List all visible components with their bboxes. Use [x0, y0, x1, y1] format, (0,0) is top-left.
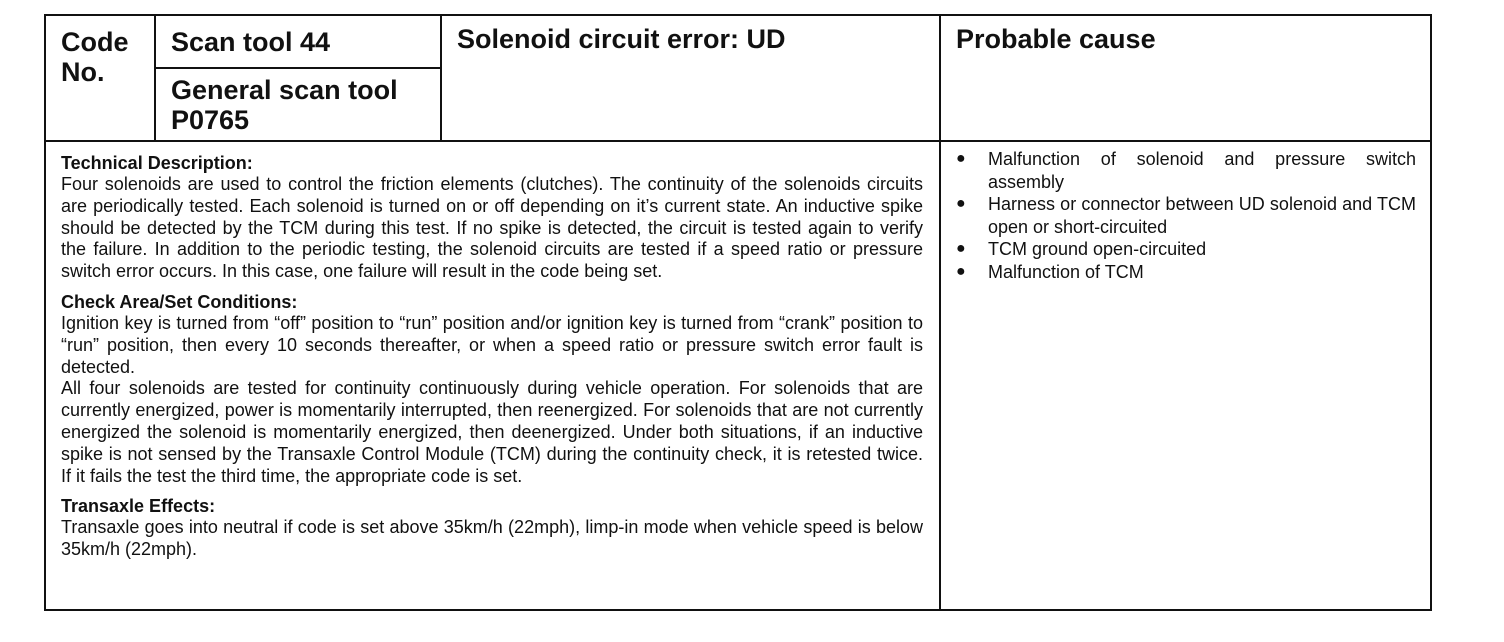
check-area-text-1: Ignition key is turned from “off” position to “run” position and/or ignition key is turned from “crank” position to “run” position, then every 10 seconds thereafter, or when a speed ratio or pressure switch error fault is detected. — [61, 312, 923, 377]
cause-text: Malfunction of TCM — [988, 261, 1144, 282]
dtc-code: P0765 — [171, 105, 250, 135]
general-scan-tool-header — [171, 75, 398, 135]
technical-description-text: Four solenoids are used to control the friction elements (clutches). The continuity of the solenoids circuits are periodically tested. Each solenoid is turned on or off depending on it’s current state. An inductive spike should be detected by the TCM during this test. If no spike is detected, the circuit is tested again to verify the failure. In addition to the periodic testing, the solenoid circuits are tested if a speed ratio or pressure switch error occurs. In this case, one failure will result in the code being set. — [61, 174, 923, 282]
divider-scan-tool-row — [154, 67, 441, 69]
bullet-icon: ● — [956, 150, 966, 167]
probable-cause-list — [952, 148, 1416, 283]
divider-probable-cause-column — [939, 14, 941, 611]
technical-description-heading: Technical Description: — [61, 153, 253, 173]
list-item — [952, 148, 1416, 193]
code-number-header — [61, 27, 129, 87]
divider-header-row — [44, 140, 1432, 142]
cause-text: TCM ground open-circuited — [988, 239, 1207, 259]
scan-tool-header: Scan tool 44 — [171, 27, 331, 57]
list-item — [952, 261, 1416, 284]
general-scan-tool-label: General scan tool — [171, 75, 398, 105]
number-label: No. — [61, 57, 105, 87]
transaxle-effects-heading: Transaxle Effects: — [61, 496, 216, 517]
description-cell — [61, 152, 923, 569]
list-item — [952, 193, 1416, 238]
list-item — [952, 238, 1416, 261]
divider-code-column — [154, 14, 156, 142]
check-area-section — [61, 291, 923, 487]
transaxle-effects-text: Transaxle goes into neutral if code is set above 35km/h (22mph), limp-in mode when vehicle speed is below 35km/h (22mph). — [61, 517, 923, 560]
check-area-heading: Check Area/Set Conditions: — [61, 291, 298, 312]
page-title: Solenoid circuit error: UD — [457, 24, 786, 54]
check-area-text-2: All four solenoids are tested for continuity continuously during vehicle operation. For solenoids that are currently energized, power is momentarily interrupted, then reenergized. For solenoids that are not currently energized the solenoid is momentarily energized, then deenergized. Under both situations, if an inductive spike is not sensed by the Transaxle Control Module (TCM) during the continuity check, it is retested twice. If it fails the test the third time, the appropriate code is set. — [61, 378, 923, 486]
probable-cause-header: Probable cause — [956, 24, 1156, 54]
bullet-icon: ● — [956, 262, 966, 280]
cause-text: Harness or connector between UD solenoid and TCM open or short-circuited — [988, 194, 1416, 237]
bullet-icon: ● — [956, 195, 966, 212]
technical-description-section — [61, 152, 923, 283]
code-label: Code — [61, 27, 129, 57]
transaxle-effects-section — [61, 495, 923, 561]
cause-text: Malfunction of solenoid and pressure switch assembly — [988, 149, 1416, 192]
bullet-icon: ● — [956, 240, 966, 257]
divider-scan-tool-column — [440, 14, 442, 142]
